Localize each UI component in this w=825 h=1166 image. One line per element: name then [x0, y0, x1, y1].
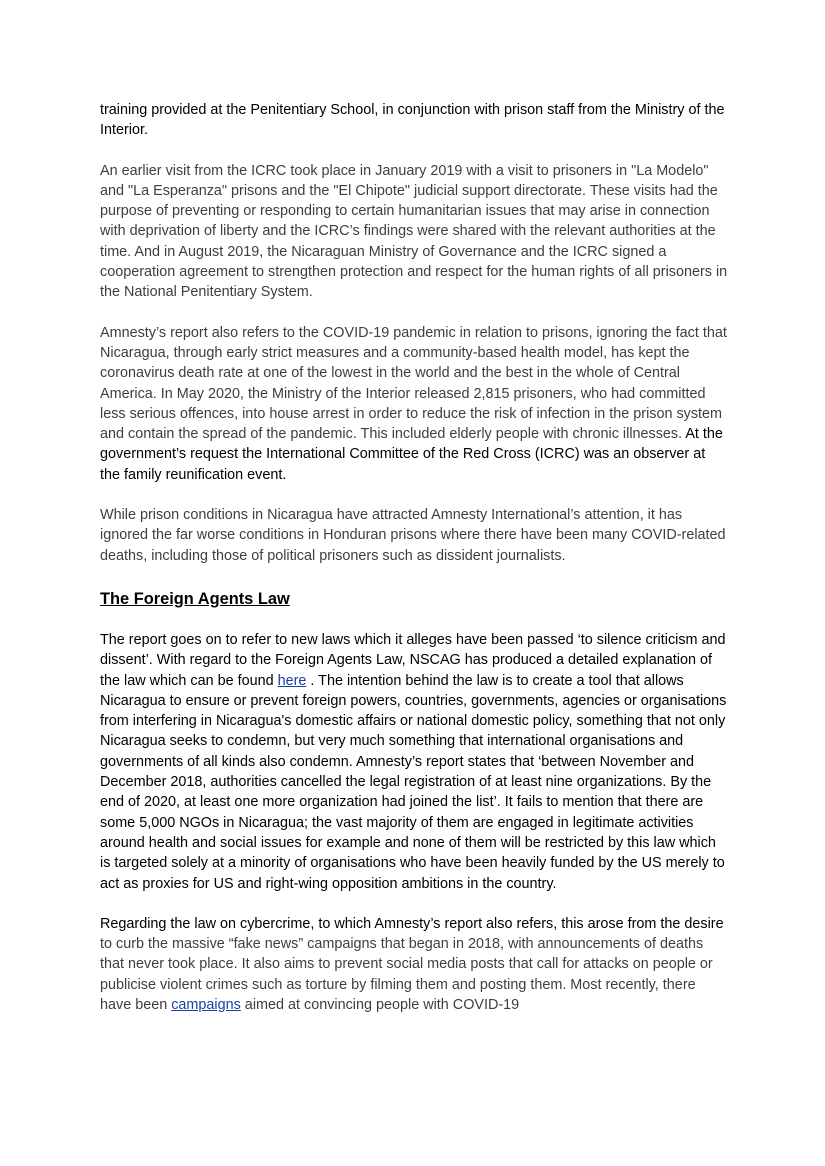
paragraph-covid-prisons	[100, 323, 728, 485]
paragraph-foreign-agents-law	[100, 630, 728, 894]
cybercrime-intro-text: Regarding the law on cybercrime, to which Amnesty’s report also refers, this arose from the desire	[100, 915, 724, 932]
paragraph-icrc-visit: An earlier visit from the ICRC took place in January 2019 with a visit to prisoners in "La Modelo" and "La Esperanza" prisons and the "El Chipote" judicial support directorate. These visits had the purpose of preventing or responding to certain humanitarian issues that may arise in connection with deprivation of liberty and the ICRC’s findings were shared with the relevant authorities at the time. And in August 2019, the Nicaraguan Ministry of Governance and the ICRC signed a cooperation agreement to strengthen protection and respect for the human rights of all prisoners in the National Penitentiary System.	[100, 162, 728, 301]
foreign-agents-intro-text: The report goes on to refer to new laws which it alleges have been passed ‘to silence criticism and dissent’. With regard to the Foreign Agents Law, NSCAG has produced a detailed explanation of the law which can be found	[100, 631, 726, 689]
paragraph-honduran-prisons: While prison conditions in Nicaragua have attracted Amnesty International’s attention, it has ignored the far worse conditions in Honduran prisons where there have been many COVID-related deaths, including those of political prisoners such as dissident journalists.	[100, 507, 726, 564]
paragraph-penitentiary-training: training provided at the Penitentiary School, in conjunction with prison staff from the Ministry of the Interior.	[100, 102, 725, 139]
icrc-observer-text: At the government’s request the International Committee of the Red Cross (ICRC) was an observer at the family reunification event.	[100, 426, 723, 483]
campaigns-link[interactable]: campaigns	[171, 996, 241, 1013]
cybercrime-end-text: aimed at convincing people with COVID-19	[240, 996, 520, 1013]
foreign-agents-body-text: . The intention behind the law is to create a tool that allows Nicaragua to ensure or prevent foreign powers, countries, governments, agencies or organisations from interfering in Nicaragua's domestic affairs or national domestic policy, something that not only Nicaragua seeks to condemn, but very much something that international organisations and governments of all kinds also condemn. Amnesty’s report states that ‘between November and December 2018, authorities cancelled the legal registration of at least nine organizations. By the end of 2020, at least one more organization had joined the list’. It fails to mention that there are some 5,000 NGOs in Nicaragua; the vast majority of them are engaged in legitimate activities around health and social issues for example and none of them will be restricted by this law which is targeted solely at a minority of organisations who have been heavily funded by the US merely to act as proxies for US and right-wing opposition ambitions in the country.	[100, 672, 727, 892]
here-link[interactable]: here	[277, 672, 307, 689]
cybercrime-body-text: to curb the massive “fake news” campaigns that began in 2018, with announcements of deaths that never took place. It also aims to prevent social media posts that call for attacks on people or publicise violent crimes such as torture by filming them and posting them. Most recently, there have been	[100, 936, 713, 1013]
section-heading-foreign-agents-law: The Foreign Agents Law	[100, 589, 290, 608]
document-body	[100, 100, 728, 1035]
covid-prisons-text: Amnesty’s report also refers to the COVID-19 pandemic in relation to prisons, ignoring the fact that Nicaragua, through early strict measures and a community-based health model, has kept the coronavirus death rate at one of the lowest in the world and the best in the whole of Central America. In May 2020, the Ministry of the Interior released 2,815 prisoners, who had committed less serious offences, into house arrest in order to reduce the risk of infection in the prison system and contain the spread of the pandemic. This included elderly people with chronic illnesses.	[100, 324, 727, 443]
paragraph-cybercrime-law	[100, 914, 728, 1015]
